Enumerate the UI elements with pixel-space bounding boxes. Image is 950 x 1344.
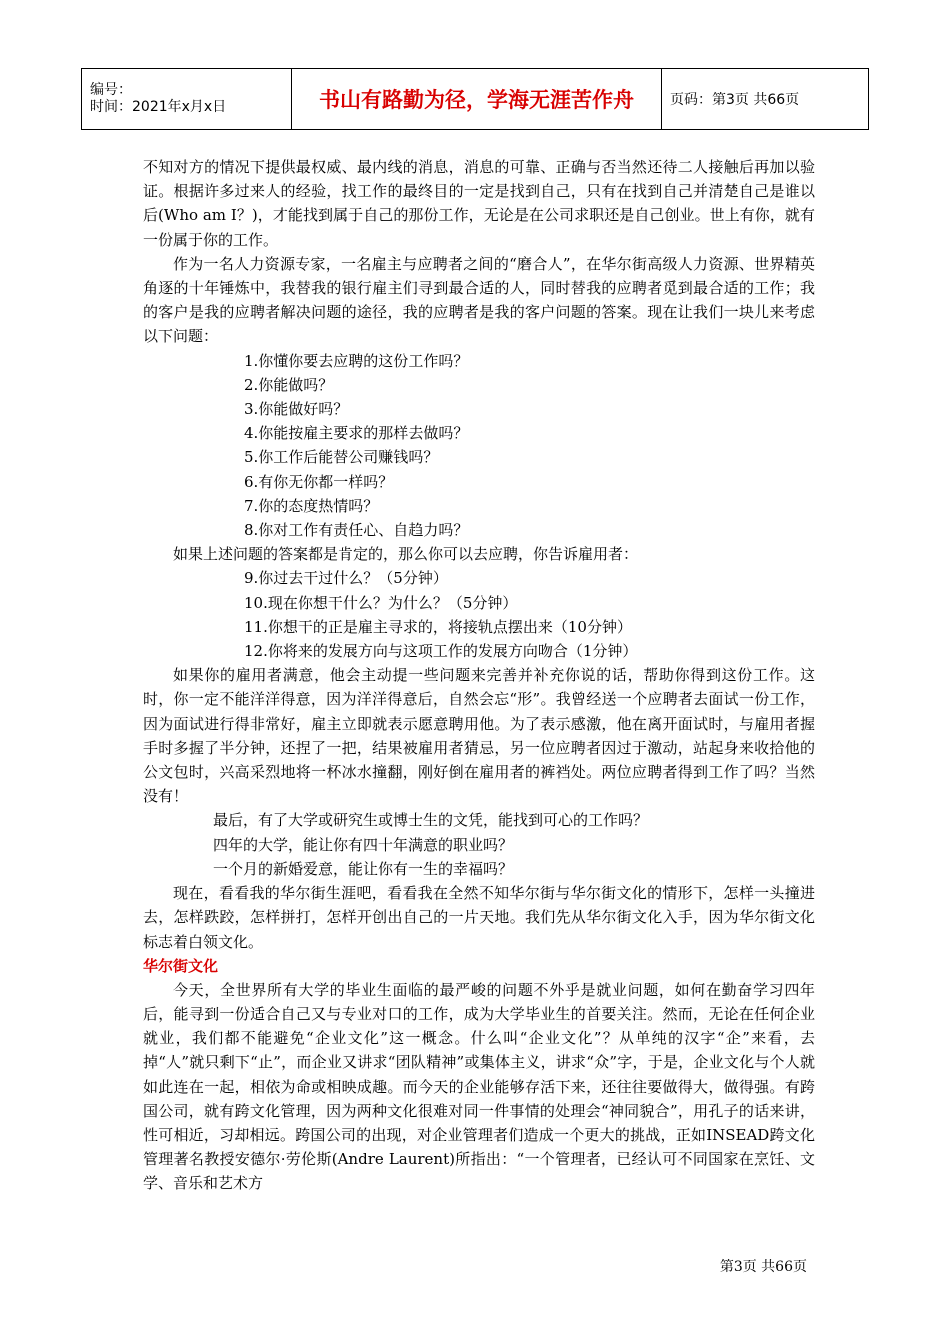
header-motto: 书山有路勤为径，学海无涯苦作舟: [292, 69, 662, 130]
document-header: [81, 68, 869, 130]
page-footer: 第3页 共66页: [719, 1259, 807, 1275]
list-item: 2.你能做吗？: [244, 375, 334, 394]
document-body: [143, 155, 815, 1196]
list-item: 11.你想干的正是雇主寻求的，将接轨点摆出来（10分钟）: [244, 617, 632, 636]
list-item: 12.你将来的发展方向与这项工作的发展方向吻合（1分钟）: [244, 642, 638, 661]
paragraph-1: 不知对方的情况下提供最权威、最内线的消息，消息的可靠、正确与否当然还待二人接触后再加以验证。根据许多过来人的经验，找工作的最终目的一定是找到自己，只有在找到自己并清楚自己是谁以后(Who am I？)，才能找到属于自己的那份工作，无论是在公司求职还是自己创业。世上有你，就有一份属于你的工作。: [143, 158, 815, 249]
paragraph-2: 作为一名人力资源专家，一名雇主与应聘者之间的“磨合人”，在华尔街高级人力资源、世界精英角逐的十年锤炼中，我替我的银行雇主们寻到最合适的人，同时替我的应聘者觅到最合适的工作；我的客户是我的应聘者解决问题的途径，我的应聘者是我的客户问题的答案。现在让我们一块儿来考虑以下问题：: [143, 254, 815, 346]
list-item: 3.你能做好吗？: [244, 400, 349, 419]
list-item: 9.你过去干过什么？（5分钟）: [244, 569, 448, 588]
paragraph-6: 今天，全世界所有大学的毕业生面临的最严峻的问题不外乎是就业问题，如何在勤奋学习四年后，能寻到一份适合自己又与专业对口的工作，成为大学毕业生的首要关注。然而，无论在任何企业就业，我们都不能避免“企业文化”这一概念。什么叫“企业文化”？从单纯的汉字“企”来看，去掉“人”就只剩下“止”，而企业又讲求“团队精神”或集体主义，讲求“众”字，于是，企业文化与个人就如此连在一起，相依为命或相映成趣。而今天的企业能够存活下来，还往往要做得大，做得强。有跨国公司，就有跨文化管理，因为两种文化很难对同一件事情的处理会“神同貌合”，用孔子的话来讲，性可相近，习却相远。跨国公司的出现，对企业管理者们造成一个更大的挑战，正如INSEAD跨文化管理著名教授安德尔·劳伦斯(Andre Laurent)所指出：“一个管理者，已经认可不同国家在烹饪、文学、音乐和艺术方: [143, 980, 815, 1193]
header-meta-cell: [82, 69, 292, 130]
list-item: 10.现在你想干什么？为什么？（5分钟）: [244, 593, 518, 612]
reflection-list: [143, 808, 815, 881]
list-item: 4.你能按雇主要求的那样去做吗？: [244, 424, 469, 443]
list-item: 1.你懂你要去应聘的这份工作吗？: [244, 351, 469, 370]
section-title: 华尔街文化: [143, 956, 219, 975]
answer-list: [143, 566, 815, 663]
document-date-label: 时间：2021年x月x日: [90, 99, 227, 115]
list-item: 7.你的态度热情吗？: [244, 496, 379, 515]
list-item: 最后，有了大学或研究生或博士生的文凭，能找到可心的工作吗？: [213, 811, 649, 830]
list-item: 6.有你无你都一样吗？: [244, 472, 394, 491]
list-item: 四年的大学，能让你有四十年满意的职业吗？: [213, 835, 514, 854]
header-page-number: 页码：第3页 共66页: [662, 69, 869, 130]
question-list: [143, 349, 815, 543]
list-item: 5.你工作后能替公司赚钱吗？: [244, 448, 439, 467]
list-item: 8.你对工作有责任心、自趋力吗？: [244, 521, 469, 540]
paragraph-3: 如果上述问题的答案都是肯定的，那么你可以去应聘，你告诉雇用者：: [173, 545, 639, 564]
paragraph-4: 如果你的雇用者满意，他会主动提一些问题来完善并补充你说的话，帮助你得到这份工作。这时，你一定不能洋洋得意，因为洋洋得意后，自然会忘“形”。我曾经送一个应聘者去面试一份工作，因为面试进行得非常好，雇主立即就表示愿意聘用他。为了表示感激，他在离开面试时，与雇用者握手时多握了半分钟，还捏了一把，结果被雇用者猜忌，另一位应聘者因过于激动，站起身来收拾他的公文包时，兴高采烈地将一杯冰水撞翻，刚好倒在雇用者的裤裆处。两位应聘者得到工作了吗？当然没有！: [143, 666, 815, 806]
document-number-label: 编号：: [90, 82, 132, 98]
list-item: 一个月的新婚爱意，能让你有一生的幸福吗？: [213, 859, 514, 878]
paragraph-5: 现在，看看我的华尔街生涯吧，看看我在全然不知华尔街与华尔街文化的情形下，怎样一头撞进去，怎样跌跤，怎样拼打，怎样开创出自己的一片天地。我们先从华尔街文化入手，因为华尔街文化标志着白领文化。: [143, 884, 815, 951]
